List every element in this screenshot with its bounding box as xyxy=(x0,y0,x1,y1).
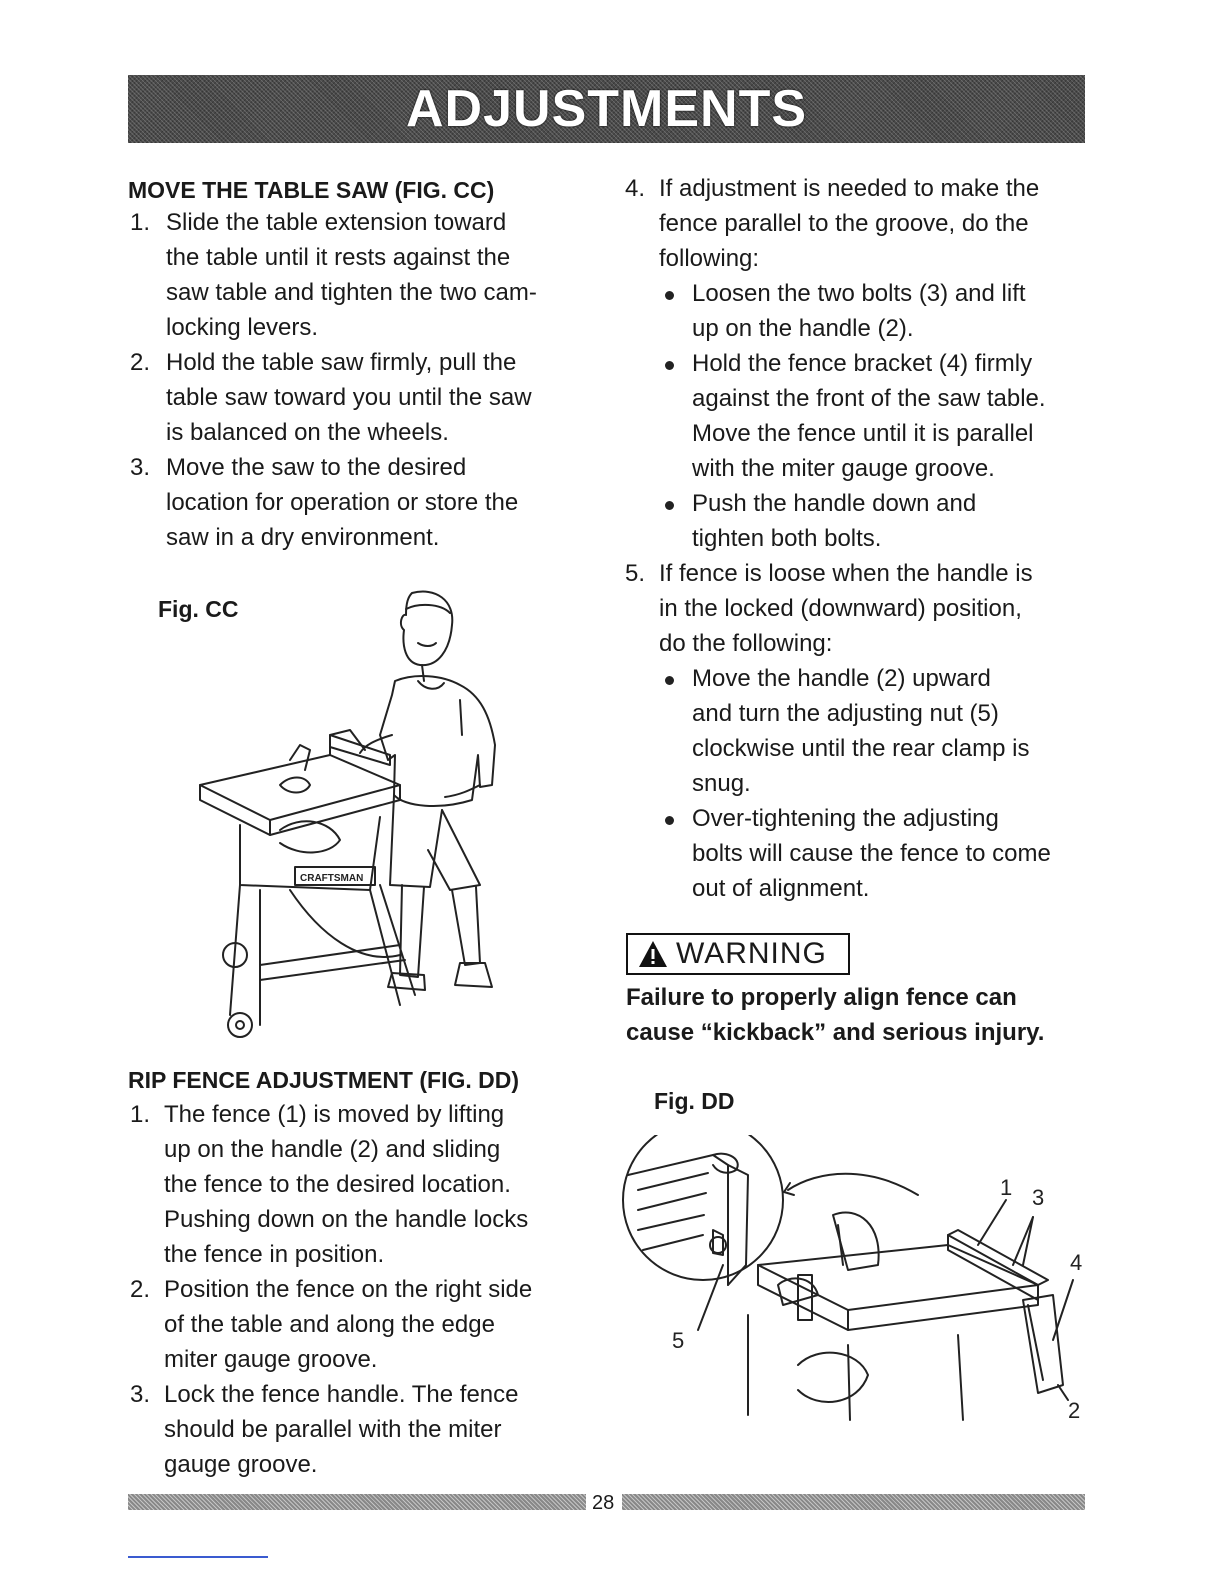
step-line: locking levers. xyxy=(166,314,319,341)
warning-triangle-icon xyxy=(638,940,668,968)
step-number: 1. xyxy=(130,209,151,236)
bullet-icon xyxy=(665,291,674,300)
step-line: is balanced on the wheels. xyxy=(166,419,449,446)
step4-bullet-2 xyxy=(692,346,1102,486)
rip-step-3 xyxy=(130,1377,600,1482)
step-line: in the locked (downward) position, xyxy=(659,595,1022,622)
fig-cc-label: Fig. CC xyxy=(158,596,239,622)
step-line: gauge groove. xyxy=(164,1451,318,1478)
rip-step-2 xyxy=(130,1272,600,1377)
step-line: Pushing down on the handle locks xyxy=(164,1206,529,1233)
bullet-line: Over-tightening the adjusting xyxy=(692,805,999,832)
warning-label: WARNING xyxy=(676,937,827,970)
bullet-line: Push the handle down and xyxy=(692,490,977,517)
step-line: location for operation or store the xyxy=(166,489,519,516)
step-line: of the table and along the edge xyxy=(164,1311,495,1338)
bottom-link-rule xyxy=(128,1556,268,1558)
step-number: 1. xyxy=(130,1101,151,1128)
step-line: If adjustment is needed to make the xyxy=(659,175,1040,202)
bullet-icon xyxy=(665,501,674,510)
warning-line: Failure to properly align fence can xyxy=(626,984,1017,1011)
callout-1: 1 xyxy=(1000,1175,1013,1200)
bullet-line: and turn the adjusting nut (5) xyxy=(692,700,999,727)
step-number: 4. xyxy=(625,175,646,202)
bullet-line: with the miter gauge groove. xyxy=(692,455,995,482)
bullet-line: Move the fence until it is parallel xyxy=(692,420,1034,447)
rip-step-1 xyxy=(130,1097,600,1272)
step-line: miter gauge groove. xyxy=(164,1346,378,1373)
fence-step-4 xyxy=(625,171,1095,276)
step-line: do the following: xyxy=(659,630,833,657)
step-number: 5. xyxy=(625,560,646,587)
bullet-icon xyxy=(665,676,674,685)
craftsman-logo-text: CRAFTSMAN xyxy=(300,873,364,884)
bullet-icon xyxy=(665,361,674,370)
bullet-line: tighten both bolts. xyxy=(692,525,882,552)
step-line: The fence (1) is moved by lifting xyxy=(164,1101,505,1128)
step-number: 2. xyxy=(130,349,151,376)
step-line: saw in a dry environment. xyxy=(166,524,440,551)
fig-cc-illustration xyxy=(180,585,510,1045)
step-line: Position the fence on the right side xyxy=(164,1276,533,1303)
step-line: following: xyxy=(659,245,760,272)
step4-bullet-1 xyxy=(692,276,1102,346)
bullet-line: out of alignment. xyxy=(692,875,870,902)
bullet-line: Move the handle (2) upward xyxy=(692,665,991,692)
bullet-line: bolts will cause the fence to come xyxy=(692,840,1051,867)
page-title: ADJUSTMENTS xyxy=(405,80,808,138)
step5-bullet-1 xyxy=(692,661,1102,801)
step-line: Hold the table saw firmly, pull the xyxy=(166,349,517,376)
callout-2: 2 xyxy=(1068,1398,1081,1423)
step-line: table saw toward you until the saw xyxy=(166,384,532,411)
callout-3: 3 xyxy=(1032,1185,1045,1210)
bullet-line: snug. xyxy=(692,770,751,797)
bullet-line: against the front of the saw table. xyxy=(692,385,1046,412)
step4-bullet-3 xyxy=(692,486,1102,556)
bullet-line: Loosen the two bolts (3) and lift xyxy=(692,280,1026,307)
section-banner xyxy=(128,75,1085,143)
step-line: Lock the fence handle. The fence xyxy=(164,1381,519,1408)
bullet-line: up on the handle (2). xyxy=(692,315,914,342)
step-line: Slide the table extension toward xyxy=(166,209,507,236)
move-heading: MOVE THE TABLE SAW (FIG. CC) xyxy=(128,177,495,203)
move-step-1 xyxy=(130,205,600,345)
move-step-3 xyxy=(130,450,600,555)
step-line: the fence in position. xyxy=(164,1241,385,1268)
fence-step-5 xyxy=(625,556,1095,661)
step-line: If fence is loose when the handle is xyxy=(659,560,1033,587)
step-line: saw table and tighten the two cam- xyxy=(166,279,537,306)
bullet-icon xyxy=(665,816,674,825)
move-step-2 xyxy=(130,345,600,450)
warning-message xyxy=(626,980,1096,1050)
step-number: 2. xyxy=(130,1276,151,1303)
fig-dd-illustration xyxy=(618,1135,1098,1425)
fig-dd-label: Fig. DD xyxy=(654,1088,735,1114)
callout-4: 4 xyxy=(1070,1250,1083,1275)
step-line: should be parallel with the miter xyxy=(164,1416,502,1443)
rip-heading: RIP FENCE ADJUSTMENT (FIG. DD) xyxy=(128,1067,520,1093)
page-number: 28 xyxy=(592,1492,615,1514)
bullet-line: clockwise until the rear clamp is xyxy=(692,735,1030,762)
warning-line: cause “kickback” and serious injury. xyxy=(626,1019,1045,1046)
step-number: 3. xyxy=(130,1381,151,1408)
callout-5: 5 xyxy=(672,1328,685,1353)
step-line: the fence to the desired location. xyxy=(164,1171,511,1198)
step-line: up on the handle (2) and sliding xyxy=(164,1136,501,1163)
step-line: fence parallel to the groove, do the xyxy=(659,210,1029,237)
step-number: 3. xyxy=(130,454,151,481)
footer-rule-right xyxy=(622,1494,1085,1510)
footer-rule-left xyxy=(128,1494,586,1510)
step5-bullet-2 xyxy=(692,801,1102,906)
step-line: Move the saw to the desired xyxy=(166,454,467,481)
bullet-line: Hold the fence bracket (4) firmly xyxy=(692,350,1033,377)
step-line: the table until it rests against the xyxy=(166,244,511,271)
warning-label-box xyxy=(626,933,850,975)
